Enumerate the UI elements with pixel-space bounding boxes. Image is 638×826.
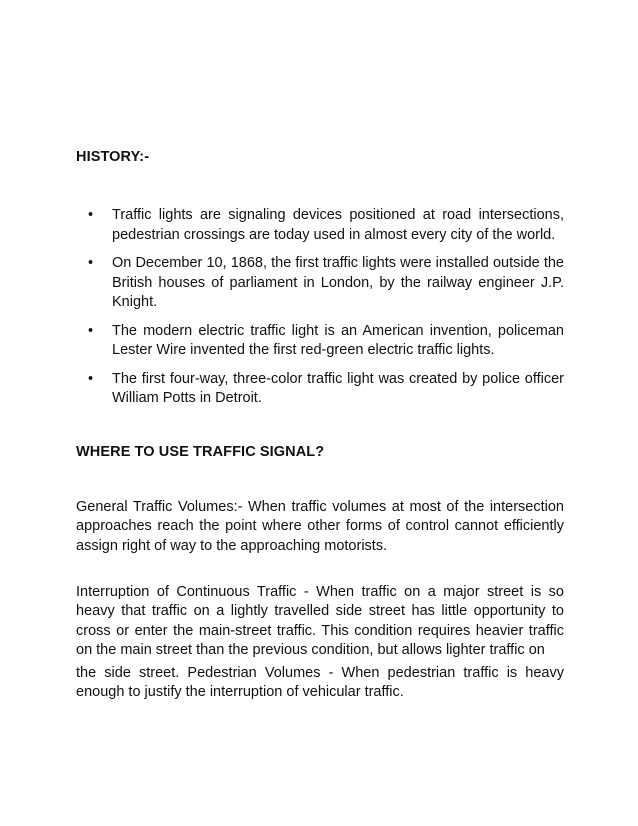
bullet-text: The modern electric traffic light is an American invention, policeman Lester Wire invented the first red-green electric traffic lights. — [112, 322, 564, 358]
history-bullet-list — [78, 206, 564, 418]
interruption-paragraph: Interruption of Continuous Traffic - When traffic on a major street is so heavy that traffic on a lightly travelled side street has little opportunity to cross or enter the main-street traffic. This condition requires heavier traffic on the main street than the previous condition, but allows lighter traffic on — [76, 584, 564, 658]
where-heading: WHERE TO USE TRAFFIC SIGNAL? — [76, 444, 325, 460]
bullet-icon: • — [88, 370, 94, 387]
history-bullet-item — [78, 322, 564, 361]
bullet-icon: • — [88, 322, 94, 339]
bullet-text: Traffic lights are signaling devices positioned at road intersections, pedestrian crossings are today used in almost every city of the world. — [112, 207, 564, 243]
bullet-icon: • — [88, 207, 94, 223]
history-bullet-item — [78, 206, 564, 245]
bullet-text: On December 10, 1868, the first traffic lights were installed outside the British houses of parliament in London, by the railway engineer J.P. Knight. — [112, 255, 564, 310]
bullet-text: The first four-way, three-color traffic light was created by police officer William Potts in Detroit. — [112, 370, 564, 406]
pedestrian-volumes-paragraph: the side street. Pedestrian Volumes - When pedestrian traffic is heavy enough to justify the interruption of vehicular traffic. — [76, 665, 564, 701]
history-bullet-item — [78, 254, 564, 313]
history-bullet-item — [78, 370, 564, 409]
bullet-icon: • — [88, 255, 94, 271]
general-traffic-volumes-paragraph: General Traffic Volumes:- When traffic volumes at most of the intersection approaches reach the point where other forms of control cannot efficiently assign right of way to the approaching motorists. — [76, 499, 564, 554]
history-heading: HISTORY:- — [76, 149, 150, 165]
